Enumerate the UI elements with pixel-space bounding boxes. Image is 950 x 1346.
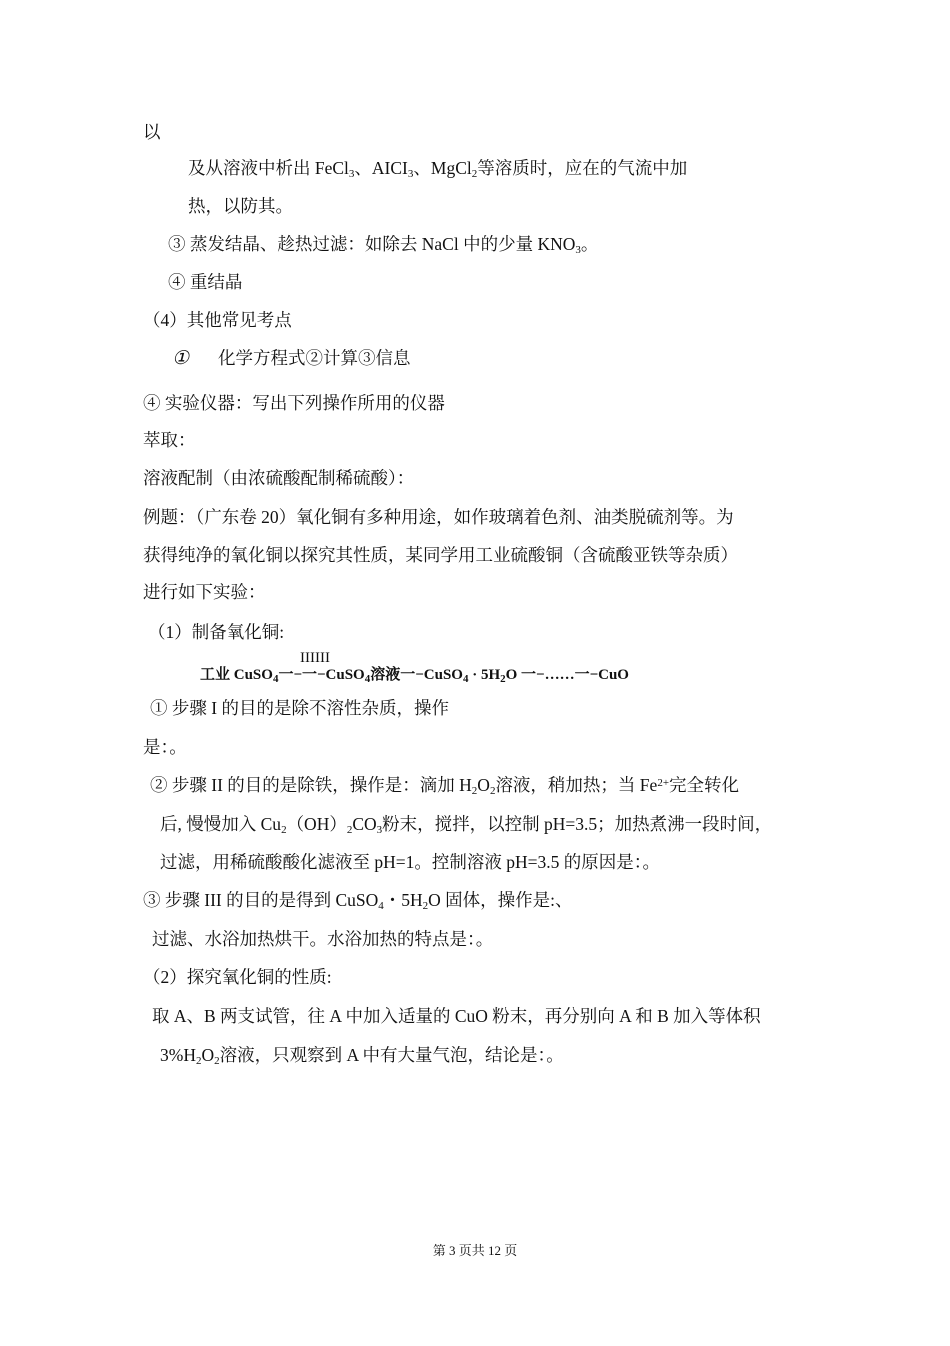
flow-diagram: 工业 CuSO$_4$一−一−CuSO$_4$溶液一−CuSO$_4$ · $5H_2O$ 一−……一−CuO (200, 667, 629, 685)
section-heading: （2）探究氧化铜的性质: (143, 967, 332, 987)
text-line: 过滤，用稀硫酸酸化滤液至 pH=1。控制溶液 pH=3.5 的原因是：。 (160, 852, 661, 872)
flow-step-labels: IIIIII (300, 650, 330, 666)
text-line: 及从溶液中析出 FeCl$_3$、$AICI_3$、MgCl$_2$等溶质时，应在的气流中加 (188, 158, 688, 180)
text-line: 化学方程式②计算③信息 (218, 348, 411, 368)
text-line: 后, 慢慢加入 $Cu_2(OH)_2CO_3$粉末，搅拌，以控制 pH=3.5；加热煮沸一段时间， (160, 814, 773, 836)
text-line: 例题：（广东卷 20）氧化铜有多种用途，如作玻璃着色剂、油类脱硫剂等。为 (143, 507, 734, 527)
text-line: （1）制备氧化铜: (148, 622, 285, 642)
text-line: 热，以防其。 (188, 196, 293, 216)
text-line: ④ 重结晶 (168, 272, 243, 292)
text-line: 获得纯净的氧化铜以探究其性质，某同学用工业硫酸铜（含硫酸亚铁等杂质） (143, 545, 738, 565)
text-line: $3\%H_2O_2$溶液，只观察到 A 中有大量气泡，结论是：。 (160, 1045, 564, 1067)
text-line: ③ 步骤 III 的目的是得到 CuSO$_4$・$5H_2O$ 固体，操作是:、 (143, 890, 573, 912)
section-heading: （4）其他常见考点 (143, 310, 292, 330)
text-line: ① 步骤 I 的目的是除不溶性杂质，操作 (150, 698, 449, 718)
text-line: ④ 实验仪器：写出下列操作所用的仪器 (143, 393, 445, 413)
text-line: 溶液配制（由浓硫酸配制稀硫酸）： (143, 468, 415, 488)
text-line: 进行如下实验： (143, 582, 266, 602)
text-line: ③ 蒸发结晶、趁热过滤：如除去 NaCl 中的少量 $KNO_3$。 (168, 234, 599, 256)
text-line: 是：。 (143, 737, 187, 757)
text-line: 过滤、水浴加热烘干。水浴加热的特点是：。 (152, 929, 494, 949)
text-line: 以 (143, 122, 161, 142)
text-line: 取 A、B 两支试管，往 A 中加入适量的 CuO 粉末，再分别向 A 和 B 加入等体积 (152, 1006, 761, 1026)
text-line: 萃取： (143, 430, 196, 450)
page-footer: 第 3 页共 12 页 (432, 1243, 518, 1258)
text-line: ② 步骤 II 的目的是除铁，操作是：滴加 $H_2O_2$溶液，稍加热；当 $Fe^{2+}$完全转化 (150, 775, 740, 797)
text-line: ① (172, 348, 190, 369)
